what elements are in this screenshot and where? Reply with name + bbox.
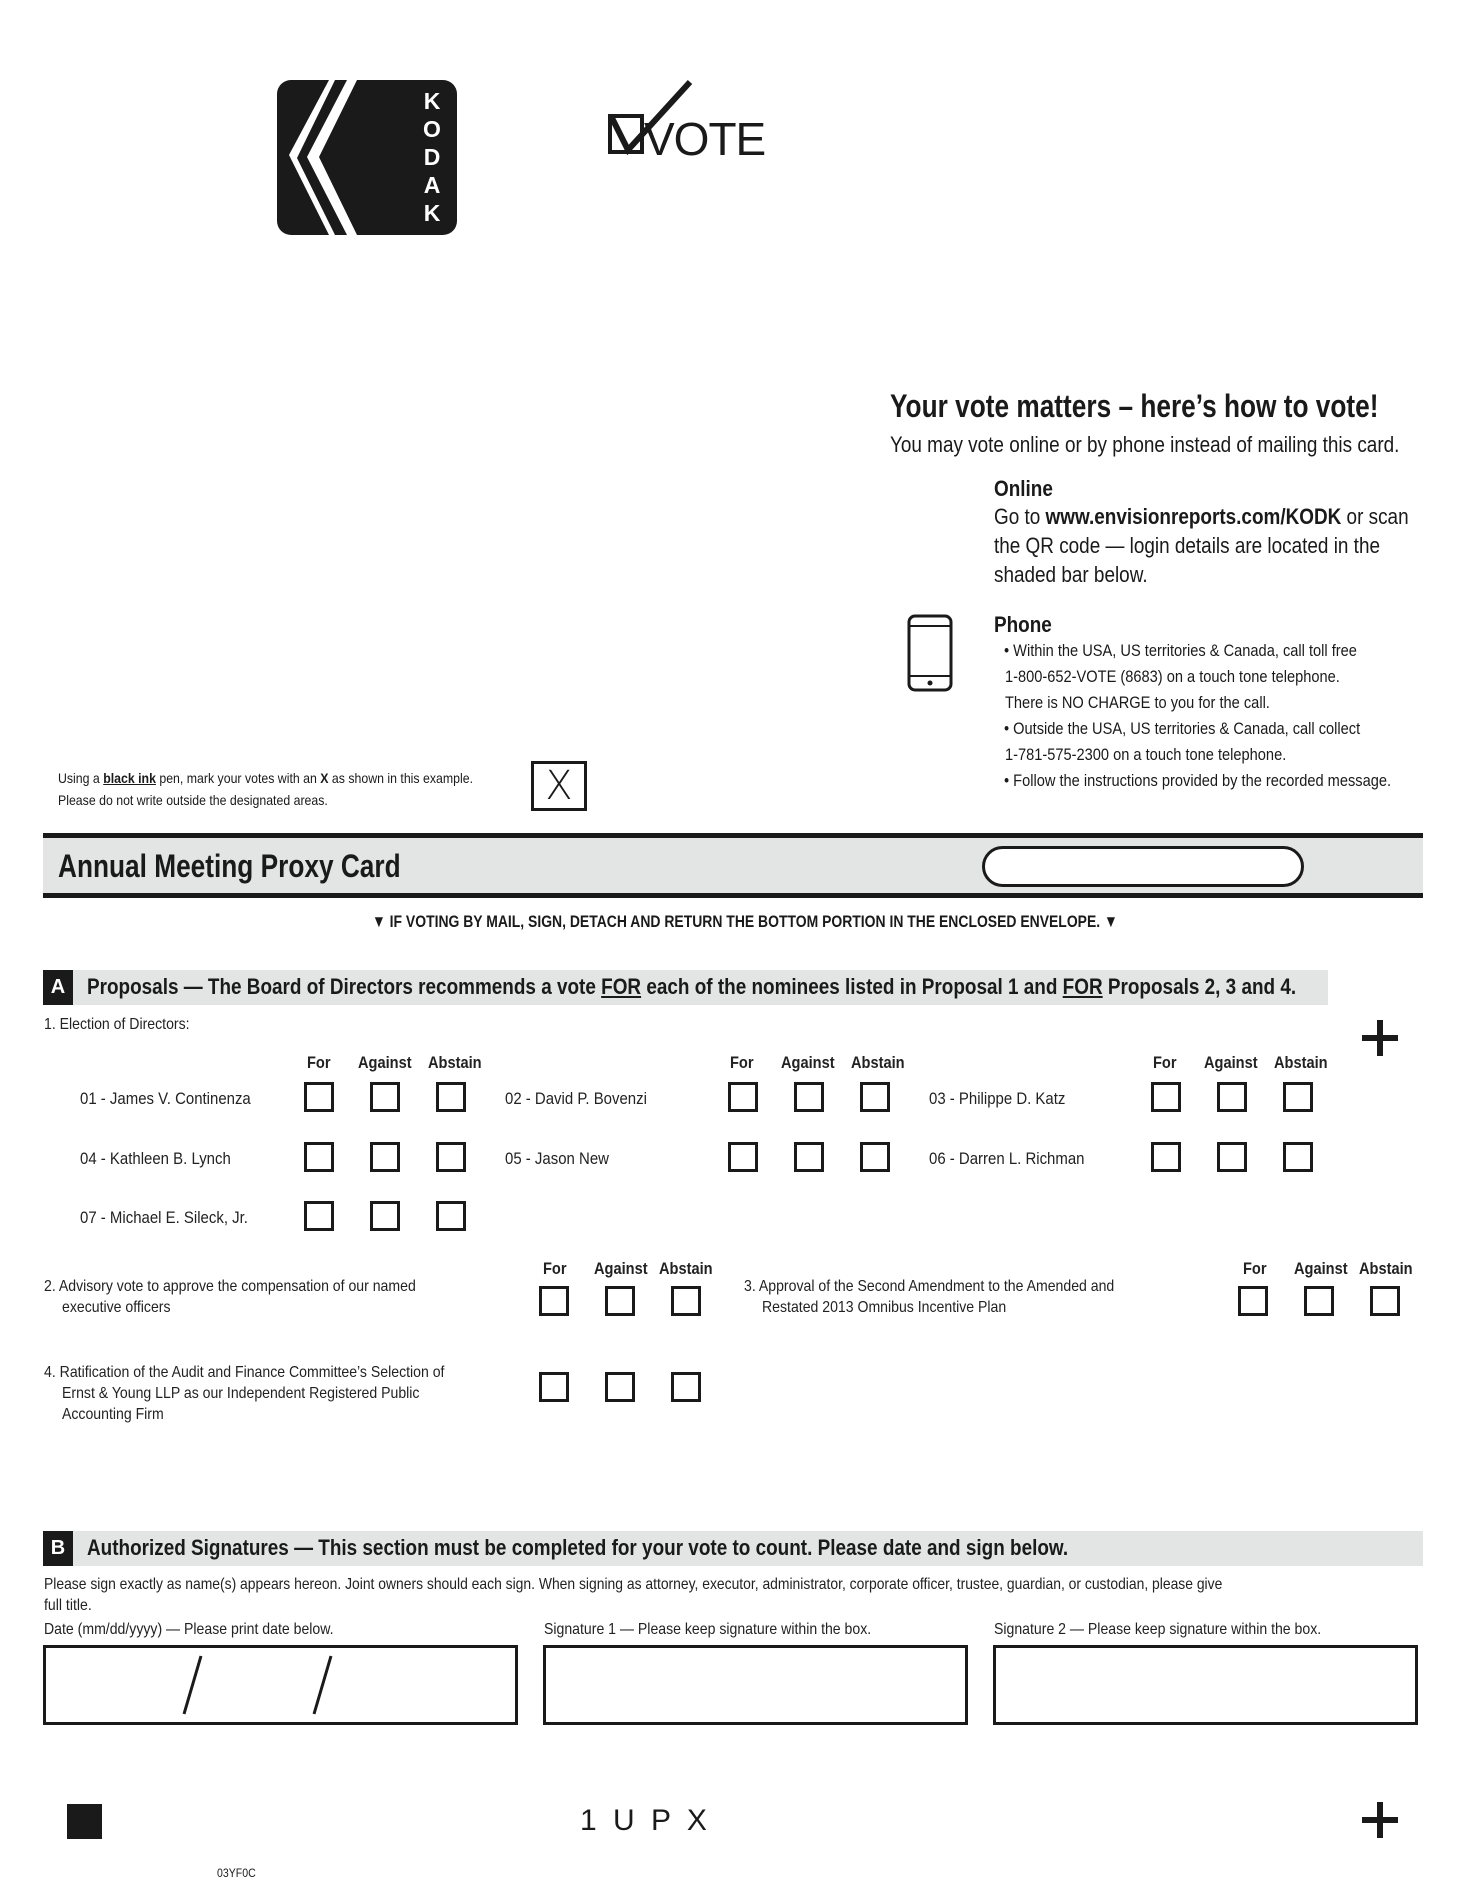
date-separator-slashes <box>46 1648 515 1722</box>
col-for-p2: For <box>543 1259 567 1278</box>
nominee-04-abstain-checkbox[interactable] <box>436 1142 466 1172</box>
col-against-3: Against <box>1204 1053 1258 1072</box>
nominee-01-abstain-checkbox[interactable] <box>436 1082 466 1112</box>
phone-bullet-1: • Within the USA, US territories & Canada, call toll free <box>1004 641 1357 660</box>
col-abstain-p2: Abstain <box>659 1259 713 1278</box>
card-title: Annual Meeting Proxy Card <box>58 848 401 884</box>
nominee-06-for-checkbox[interactable] <box>1151 1142 1181 1172</box>
proposal-2-line-2: executive officers <box>62 1299 171 1316</box>
signature-1-box[interactable] <box>543 1645 968 1725</box>
section-b-title: Authorized Signatures — This section must be completed for your vote to count. Please date and sign below. <box>87 1535 1069 1560</box>
proposal-3-line-2: Restated 2013 Omnibus Incentive Plan <box>762 1299 1007 1316</box>
nominee-04-against-checkbox[interactable] <box>370 1142 400 1172</box>
nominee-03: 03 - Philippe D. Katz <box>929 1089 1066 1108</box>
phone-title: Phone <box>994 612 1052 637</box>
kodak-logo-text: KODAK <box>419 88 445 228</box>
nominee-03-for-checkbox[interactable] <box>1151 1082 1181 1112</box>
ink-note-p1: Using a <box>58 770 104 786</box>
nominee-05-abstain-checkbox[interactable] <box>860 1142 890 1172</box>
nominee-05-against-checkbox[interactable] <box>794 1142 824 1172</box>
signature-2-label: Signature 2 — Please keep signature within the box. <box>994 1621 1322 1638</box>
vote-logo <box>608 78 766 168</box>
phone-bullet-2: • Outside the USA, US territories & Canada, call collect <box>1004 719 1361 738</box>
nominee-02-abstain-checkbox[interactable] <box>860 1082 890 1112</box>
vote-subheading: You may vote online or by phone instead of mailing this card. <box>890 432 1400 457</box>
section-a-title-5: Proposals 2, 3 and 4. <box>1102 974 1297 999</box>
col-abstain-1: Abstain <box>428 1053 482 1072</box>
ink-note-x: X <box>320 770 329 786</box>
phone-bullet-1-line-2: 1-800-652-VOTE (8683) on a touch tone telephone. <box>1005 667 1340 686</box>
proposal-3-line-1: 3. Approval of the Second Amendment to the Amended and <box>744 1278 1115 1295</box>
phone-icon <box>907 614 953 692</box>
footer-black-square <box>67 1804 102 1839</box>
online-line-1-prefix: Go to <box>994 504 1046 529</box>
nominee-06-abstain-checkbox[interactable] <box>1283 1142 1313 1172</box>
ink-note-p3: pen, mark your votes with an <box>155 770 321 786</box>
nominee-03-against-checkbox[interactable] <box>1217 1082 1247 1112</box>
online-url-link[interactable]: www.envisionreports.com/KODK <box>1045 504 1342 529</box>
vote-heading: Your vote matters – here’s how to vote! <box>890 388 1379 424</box>
ink-note-line-1 <box>58 770 473 786</box>
proposal-2-abstain-checkbox[interactable] <box>671 1286 701 1316</box>
section-a-title-for-1: FOR <box>601 974 642 999</box>
election-label: 1. Election of Directors: <box>44 1016 190 1033</box>
example-mark: X <box>545 763 573 809</box>
nominee-06: 06 - Darren L. Richman <box>929 1149 1085 1168</box>
proposal-3-abstain-checkbox[interactable] <box>1370 1286 1400 1316</box>
proposal-4-abstain-checkbox[interactable] <box>671 1372 701 1402</box>
online-line-1-suffix: or scan <box>1341 504 1409 529</box>
col-abstain-p3: Abstain <box>1359 1259 1413 1278</box>
nominee-04-for-checkbox[interactable] <box>304 1142 334 1172</box>
signature-2-box[interactable] <box>993 1645 1418 1725</box>
proposal-4-line-3: Accounting Firm <box>62 1406 164 1423</box>
col-for-p3: For <box>1243 1259 1267 1278</box>
registration-plus-top <box>1362 1020 1398 1056</box>
detach-notice: ▼ IF VOTING BY MAIL, SIGN, DETACH AND RETURN THE BOTTOM PORTION IN THE ENCLOSED ENVELOPE. ▼ <box>372 912 1118 931</box>
col-for-3: For <box>1153 1053 1177 1072</box>
col-abstain-2: Abstain <box>851 1053 905 1072</box>
signature-instruction-line-1: Please sign exactly as name(s) appears hereon. Joint owners should each sign. When signing as attorney, executor, administrator, corporate officer, trustee, guardian, or custodian, please give <box>44 1576 1223 1593</box>
nominee-02-for-checkbox[interactable] <box>728 1082 758 1112</box>
login-details-field[interactable] <box>982 846 1304 887</box>
proposal-4-against-checkbox[interactable] <box>605 1372 635 1402</box>
footer-small-code: 03YF0C <box>217 1866 256 1880</box>
phone-bullet-2-line-2: 1-781-575-2300 on a touch tone telephone. <box>1005 745 1287 764</box>
nominee-05: 05 - Jason New <box>505 1149 609 1168</box>
online-title: Online <box>994 476 1053 501</box>
registration-plus-bottom <box>1362 1802 1398 1838</box>
section-a-letter: A <box>43 970 73 1005</box>
vote-logo-text: VOTE <box>644 113 766 165</box>
ink-note-black-ink: black ink <box>103 770 156 786</box>
ink-note-p5: as shown in this example. <box>328 770 474 786</box>
ink-note-line-2: Please do not write outside the designated areas. <box>58 792 328 808</box>
nominee-03-abstain-checkbox[interactable] <box>1283 1082 1313 1112</box>
col-against-1: Against <box>358 1053 412 1072</box>
kodak-logo <box>277 80 457 235</box>
nominee-01-against-checkbox[interactable] <box>370 1082 400 1112</box>
proposal-2-for-checkbox[interactable] <box>539 1286 569 1316</box>
online-line-1 <box>994 504 1409 530</box>
nominee-01: 01 - James V. Continenza <box>80 1089 251 1108</box>
proposal-2-against-checkbox[interactable] <box>605 1286 635 1316</box>
col-against-p3: Against <box>1294 1259 1348 1278</box>
proposal-2-line-1: 2. Advisory vote to approve the compensation of our named <box>44 1278 416 1295</box>
col-against-2: Against <box>781 1053 835 1072</box>
proposal-4-line-2: Ernst & Young LLP as our Independent Registered Public <box>62 1385 420 1402</box>
nominee-07-against-checkbox[interactable] <box>370 1201 400 1231</box>
example-mark-box <box>531 761 587 811</box>
col-for-1: For <box>307 1053 331 1072</box>
proposal-4-line-1: 4. Ratification of the Audit and Finance Committee’s Selection of <box>44 1364 445 1381</box>
footer-code: 1 U P X <box>580 1804 711 1837</box>
date-label: Date (mm/dd/yyyy) — Please print date below. <box>44 1621 334 1638</box>
section-a-title <box>87 974 1296 1000</box>
signature-1-label: Signature 1 — Please keep signature within the box. <box>544 1621 872 1638</box>
online-line-2: the QR code — login details are located in the <box>994 533 1380 558</box>
nominee-05-for-checkbox[interactable] <box>728 1142 758 1172</box>
section-a-title-3: each of the nominees listed in Proposal 1 and <box>641 974 1063 999</box>
nominee-02-against-checkbox[interactable] <box>794 1082 824 1112</box>
phone-bullet-3: • Follow the instructions provided by the recorded message. <box>1004 771 1392 790</box>
section-a-title-for-2: FOR <box>1062 974 1103 999</box>
nominee-01-for-checkbox[interactable] <box>304 1082 334 1112</box>
nominee-06-against-checkbox[interactable] <box>1217 1142 1247 1172</box>
proposal-3-against-checkbox[interactable] <box>1304 1286 1334 1316</box>
col-abstain-3: Abstain <box>1274 1053 1328 1072</box>
online-line-3: shaded bar below. <box>994 562 1148 587</box>
col-against-p2: Against <box>594 1259 648 1278</box>
section-a-title-1: Proposals — The Board of Directors recommends a vote <box>87 974 602 999</box>
nominee-07: 07 - Michael E. Sileck, Jr. <box>80 1208 248 1227</box>
proposal-3-for-checkbox[interactable] <box>1238 1286 1268 1316</box>
col-for-2: For <box>730 1053 754 1072</box>
nominee-04: 04 - Kathleen B. Lynch <box>80 1149 231 1168</box>
proposal-4-for-checkbox[interactable] <box>539 1372 569 1402</box>
nominee-07-abstain-checkbox[interactable] <box>436 1201 466 1231</box>
date-input-box[interactable] <box>43 1645 518 1725</box>
section-b-letter: B <box>43 1531 73 1566</box>
phone-bullet-1-line-3: There is NO CHARGE to you for the call. <box>1005 693 1270 712</box>
nominee-07-for-checkbox[interactable] <box>304 1201 334 1231</box>
nominee-02: 02 - David P. Bovenzi <box>505 1089 647 1108</box>
signature-instruction-line-2: full title. <box>44 1597 92 1614</box>
